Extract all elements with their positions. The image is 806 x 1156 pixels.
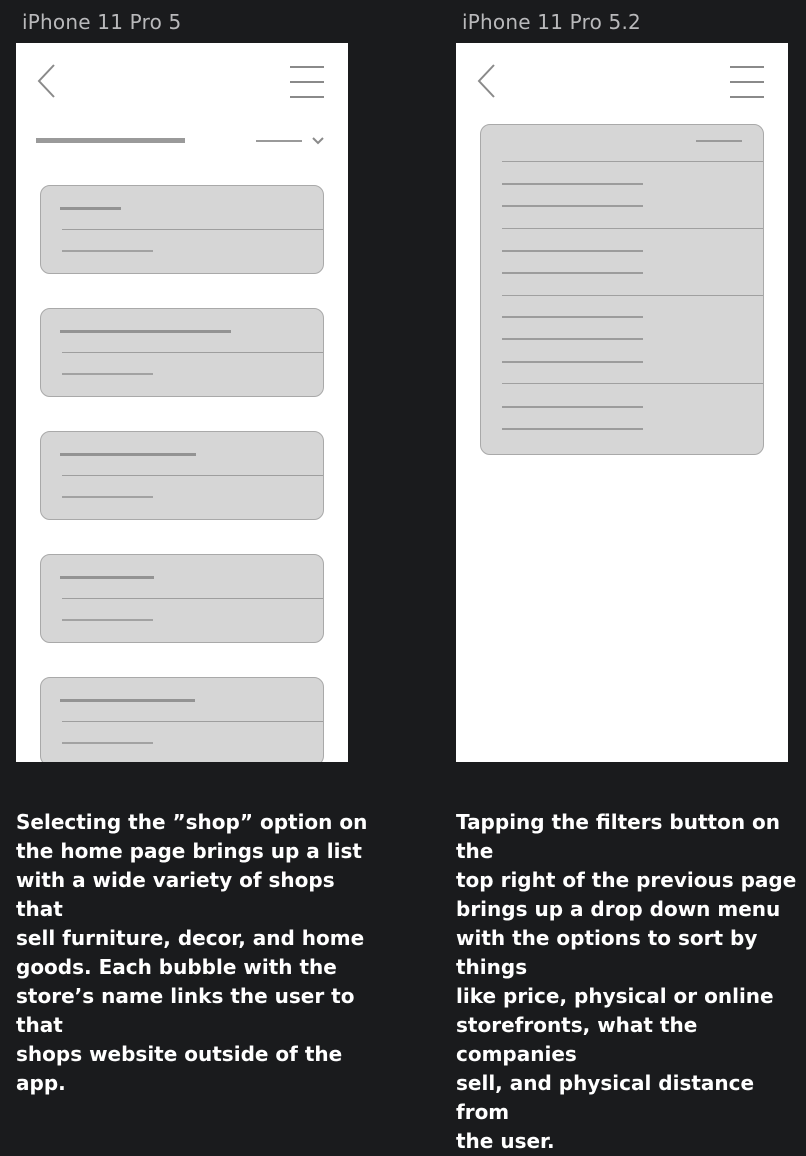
card-divider [62,721,323,722]
dropdown-divider [502,228,763,229]
page-title-placeholder [36,138,185,143]
card-divider [62,352,323,353]
filter-dropdown-menu[interactable] [480,124,764,455]
filter-option-placeholder[interactable] [502,361,643,363]
caption-filter-menu: Tapping the filters button on the top right of the previous page brings up a drop down menu with the options to sort by things like price, physical or online storefronts, what the companies sell, and physical distance from the user. [456,810,797,1153]
filter-option-placeholder[interactable] [502,338,643,340]
shop-name-placeholder [60,576,154,579]
caption-shop-list: Selecting the ”shop” option on the home page brings up a list with a wide variety of shops that sell furniture, decor, and home goods. Each bubble with the store’s name links the user to that shops website outside of the app. [16,810,368,1095]
dropdown-divider [502,295,763,296]
filter-option-placeholder[interactable] [502,250,643,252]
shop-detail-placeholder [62,619,153,621]
filter-option-placeholder[interactable] [502,183,643,185]
shop-detail-placeholder [62,742,153,744]
shop-name-placeholder [60,330,231,333]
filter-option-placeholder[interactable] [502,272,643,274]
shop-card[interactable] [40,308,324,397]
card-divider [62,475,323,476]
filter-option-placeholder[interactable] [502,428,643,430]
filter-label-placeholder [696,140,742,142]
filter-option-placeholder[interactable] [502,406,643,408]
filter-option-placeholder[interactable] [502,316,643,318]
frame-title-shop-list: iPhone 11 Pro 5 [22,10,182,34]
card-divider [62,598,323,599]
filter-option-placeholder[interactable] [502,205,643,207]
shop-card[interactable] [40,554,324,643]
shop-detail-placeholder [62,250,153,252]
artboard-shop-list [16,43,348,762]
shop-name-placeholder [60,699,195,702]
chevron-left-icon[interactable] [476,63,500,99]
shop-card[interactable] [40,431,324,520]
shop-name-placeholder [60,207,121,210]
chevron-left-icon[interactable] [36,63,60,99]
shop-name-placeholder [60,453,196,456]
chevron-down-icon[interactable] [311,136,325,146]
hamburger-menu-icon[interactable] [290,66,324,98]
dropdown-divider [502,383,763,384]
dropdown-divider [502,161,763,162]
shop-card[interactable] [40,185,324,274]
hamburger-menu-icon[interactable] [730,66,764,98]
frame-title-filter-menu: iPhone 11 Pro 5.2 [462,10,641,34]
shop-detail-placeholder [62,373,153,375]
artboard-filter-menu [456,43,788,762]
card-divider [62,229,323,230]
filter-label-placeholder[interactable] [256,140,302,142]
shop-card[interactable] [40,677,324,762]
shop-detail-placeholder [62,496,153,498]
